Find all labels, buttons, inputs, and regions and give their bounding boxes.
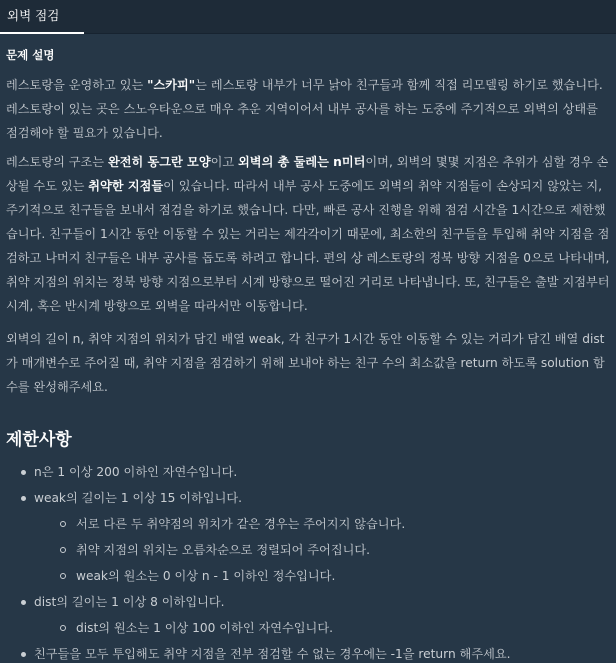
limit-item: [20, 641, 616, 663]
limit-subitem: weak의 원소는 0 이상 n - 1 이하인 정수입니다.: [60, 563, 616, 589]
limit-item: [20, 459, 616, 485]
limit-item-text: n은 1 이상 200 이하인 자연수입니다.: [34, 465, 238, 479]
p2-bold-round-shape: 완전히 동그란 모양: [107, 155, 211, 169]
p1-text-2: 는 레스토랑 내부가 너무 낡아 친구들과 함께 직접 리모델링 하기로 했습니다. 레스토랑이 있는 곳은 스노우타운으로 매우 추운 지역이어서 내부 공사를 하는 도중에 주기적으로 외벽의 상태를 점검해야 할 필요가 있습니다.: [6, 78, 603, 140]
limit-item-text: dist의 길이는 1 이상 8 이하입니다.: [34, 595, 225, 609]
p1-text-1: 레스토랑을 운영하고 있는: [6, 78, 148, 92]
p2-bold-perimeter: 외벽의 총 둘레는 n미터: [238, 155, 366, 169]
tab-problem[interactable]: 외벽 점검: [0, 0, 84, 34]
limit-item: [20, 485, 616, 589]
limit-subitem: 취약 지점의 위치는 오름차순으로 정렬되어 주어집니다.: [60, 537, 616, 563]
p2-bold-weak-points: 취약한 지점들: [88, 179, 164, 193]
problem-content: [0, 46, 616, 663]
section-label: 문제 설명: [6, 48, 55, 62]
p2-text-2: 이고: [210, 155, 239, 169]
description-paragraph-1: [6, 73, 612, 145]
p1-bold-skapi: "스카피": [147, 78, 196, 92]
p2-text-1: 레스토랑의 구조는: [6, 155, 108, 169]
limit-sublist: [34, 511, 616, 589]
p2-text-3: 이며, 외벽의 몇몇 지점은 추위가 심할 경우 손상될 수도 있는: [6, 155, 609, 193]
limit-sublist: [34, 615, 616, 641]
limit-item: [20, 589, 616, 641]
tab-bar: [0, 0, 616, 34]
limit-subitem: 서로 다른 두 취약점의 위치가 같은 경우는 주어지지 않습니다.: [60, 511, 616, 537]
limits-title: 제한사항: [6, 430, 72, 450]
limit-item-text: weak의 길이는 1 이상 15 이하입니다.: [34, 491, 243, 505]
description-paragraph-3: 외벽의 길이 n, 취약 지점의 위치가 담긴 배열 weak, 각 친구가 1시간 동안 이동할 수 있는 거리가 담긴 배열 dist가 매개변수로 주어질 때, 취약 지점을 점검하기 위해 보내야 하는 친구 수의 최소값을 return 하도록 solution 함수를 완성해주세요.: [6, 332, 605, 394]
limit-item-text: 친구들을 모두 투입해도 취약 지점을 전부 점검할 수 없는 경우에는 -1을 return 해주세요.: [34, 647, 511, 661]
limits-list: [6, 459, 616, 663]
p2-text-4: 이 있습니다. 따라서 내부 공사 도중에도 외벽의 취약 지점들이 손상되지 않았는 지, 주기적으로 친구들을 보내서 점검을 하기로 했습니다. 다만, 빠른 공사 진행을 위해 점검 시간을 1시간으로 제한했습니다. 친구들이 1시간 동안 이동할 수 있는 거리는 제각각이기 때문에, 최소한의 친구들을 투입해 취약 지점을 점검하고 나머지 친구들은 내부 공사를 돕도록 하려고 합니다. 편의 상 레스토랑의 정북 방향 지점을 0으로 나타내며, 취약 지점의 위치는 정북 방향 지점으로부터 시계 방향으로 떨어진 거리로 나타냅니다. 또, 친구들은 출발 지점부터 시계, 혹은 반시계 방향으로 외벽을 따라서만 이동합니다.: [6, 179, 610, 313]
description-paragraph-2: [6, 150, 612, 318]
limit-subitem: dist의 원소는 1 이상 100 이하인 자연수입니다.: [60, 615, 616, 641]
